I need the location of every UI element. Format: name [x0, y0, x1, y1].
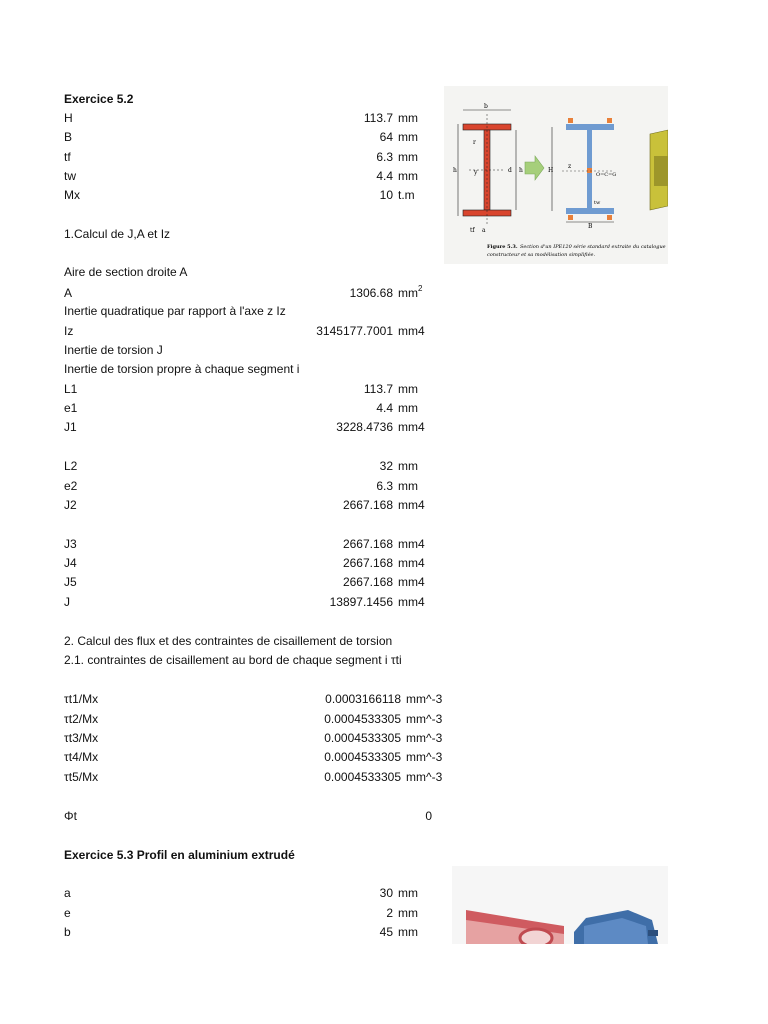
svg-text:O=C=G: O=C=G [596, 172, 617, 178]
svg-text:a: a [482, 227, 486, 234]
spreadsheet-page: Exercice 5.2 H 113.7 mm B 64 mm tf 6.3 mm tw 4.4 mm Mx 10 t.m 1.Calcul de J,A et Iz Aire de section droite A A 1306.68 $mm^2$ Inertie quadratique par rapport à l'axe z Iz Iz 3145177.7001 mm4 Inertie de torsion J Inertie de torsion propre à chaque segment i L1 113.7 mm e1 4.4 mm J1 3228.4736 mm4 L2 32 mm e2 6.3 mm J2 2667.168 mm4 J3 2667.168 mm4 J4 2667.168 mm4 J5 2667.168 mm4 J 13897.1456 mm4 2. Calcul des flux et des contraintes de cisaillement de torsion 2.1. contraintes de cisaillement au bord de chaque segment i τti τt1/Mx 0.0003166118 mm^-3 τt2/Mx 0.0004533305 mm^-3 τt3/Mx 0.0004533305 mm^-3 τt4/Mx 0.0004533305 mm^-3 τt5/Mx 0.0004533305 mm^-3 Φt 0 Exercice 5.3 Profil en aluminium extrudé a 30 mm e 2 mm b 45 mm b h y d h tf a r H O=C=G z B tw Figure 5.3. Section d'un IPE120 série standard extraite du catalogue constructeur et sa modélisation simplifiée. [0, 0, 768, 1024]
figure-caption-line: constructeur et sa modélisation simplifiée. [487, 252, 596, 258]
svg-text:H: H [548, 167, 554, 174]
aluminium-profile-photo [452, 866, 668, 944]
figure-caption-line: Section d'un IPE120 série standard extraite du catalogue [520, 244, 666, 250]
svg-text:b: b [484, 103, 488, 110]
svg-text:d: d [508, 167, 512, 174]
svg-text:r: r [473, 139, 476, 146]
svg-text:z: z [568, 163, 572, 170]
svg-text:tw: tw [594, 200, 601, 206]
svg-text:tf: tf [470, 227, 475, 234]
svg-text:B: B [588, 223, 593, 230]
ipe-section-figure [444, 86, 668, 264]
svg-text:y: y [474, 169, 478, 176]
figure-caption-label: Figure 5.3. [487, 244, 518, 250]
svg-text:h: h [453, 167, 457, 174]
svg-text:h: h [519, 167, 523, 174]
